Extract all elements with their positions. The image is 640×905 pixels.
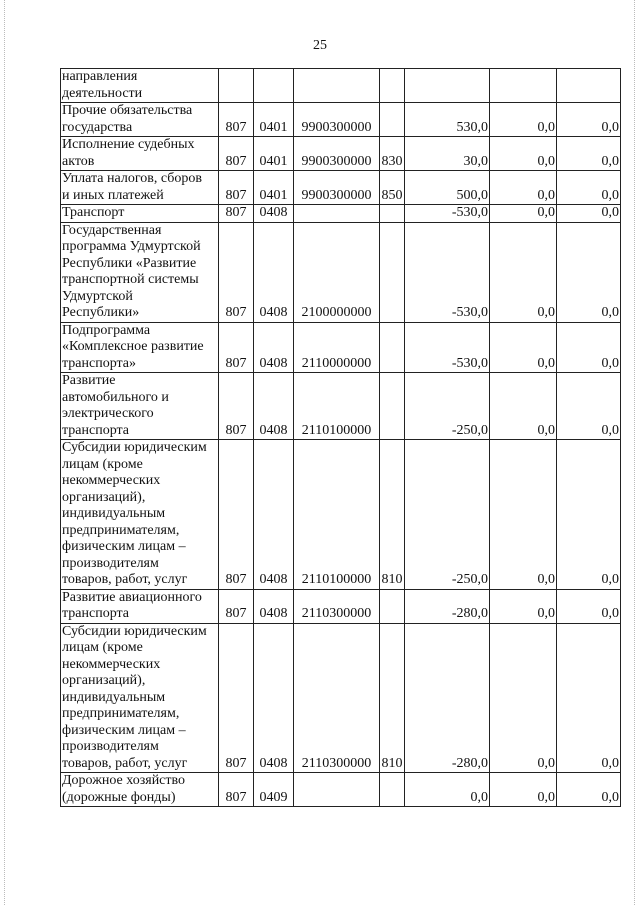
- amount-year-3: 0,0: [557, 103, 621, 137]
- amount-year-3: 0,0: [557, 322, 621, 373]
- amount-year-1: -530,0: [405, 322, 490, 373]
- row-name: Уплата налогов, сборов и иных платежей: [61, 171, 219, 205]
- target-article-code: [294, 773, 380, 807]
- amount-year-1: -280,0: [405, 589, 490, 623]
- amount-year-3: 0,0: [557, 623, 621, 773]
- section-code: 0408: [254, 322, 294, 373]
- row-name: направления деятельности: [61, 69, 219, 103]
- amount-year-2: 0,0: [490, 440, 557, 590]
- amount-year-2: 0,0: [490, 171, 557, 205]
- admin-code: [219, 69, 254, 103]
- section-code: 0401: [254, 137, 294, 171]
- admin-code: 807: [219, 171, 254, 205]
- target-article-code: 2110000000: [294, 322, 380, 373]
- budget-table-body: [61, 69, 621, 807]
- admin-code: 807: [219, 373, 254, 440]
- table-row: [61, 589, 621, 623]
- amount-year-1: 530,0: [405, 103, 490, 137]
- section-code: 0408: [254, 205, 294, 223]
- amount-year-2: 0,0: [490, 773, 557, 807]
- admin-code: 807: [219, 205, 254, 223]
- target-article-code: 2110100000: [294, 440, 380, 590]
- expense-type-code: [380, 322, 405, 373]
- table-row: [61, 373, 621, 440]
- section-code: 0408: [254, 373, 294, 440]
- expense-type-code: [380, 205, 405, 223]
- target-article-code: 2110300000: [294, 623, 380, 773]
- amount-year-3: [557, 69, 621, 103]
- row-name: Субсидии юридическим лицам (кроме некоммерческих организаций), индивидуальным предпринимателям, физическим лицам – производителям товаров, работ, услуг: [61, 623, 219, 773]
- target-article-code: 9900300000: [294, 103, 380, 137]
- expense-type-code: 850: [380, 171, 405, 205]
- right-margin-dots: [634, 0, 635, 905]
- amount-year-1: 0,0: [405, 773, 490, 807]
- target-article-code: 2110300000: [294, 589, 380, 623]
- row-name: Государственная программа Удмуртской Республики «Развитие транспортной системы Удмуртской Республики»: [61, 222, 219, 322]
- table-row: [61, 171, 621, 205]
- table-row: [61, 103, 621, 137]
- budget-table: [60, 68, 621, 807]
- row-name: Развитие автомобильного и электрического транспорта: [61, 373, 219, 440]
- amount-year-1: [405, 69, 490, 103]
- amount-year-2: 0,0: [490, 589, 557, 623]
- section-code: 0408: [254, 440, 294, 590]
- expense-type-code: [380, 373, 405, 440]
- table-row: [61, 205, 621, 223]
- left-margin-dots: [4, 0, 5, 905]
- amount-year-3: 0,0: [557, 137, 621, 171]
- amount-year-1: -530,0: [405, 222, 490, 322]
- amount-year-2: 0,0: [490, 322, 557, 373]
- row-name: Развитие авиационного транспорта: [61, 589, 219, 623]
- target-article-code: 9900300000: [294, 137, 380, 171]
- amount-year-3: 0,0: [557, 773, 621, 807]
- expense-type-code: [380, 69, 405, 103]
- amount-year-1: -280,0: [405, 623, 490, 773]
- expense-type-code: 810: [380, 440, 405, 590]
- admin-code: 807: [219, 137, 254, 171]
- amount-year-3: 0,0: [557, 171, 621, 205]
- row-name: Субсидии юридическим лицам (кроме некоммерческих организаций), индивидуальным предпринимателям, физическим лицам – производителям товаров, работ, услуг: [61, 440, 219, 590]
- row-name: Исполнение судебных актов: [61, 137, 219, 171]
- amount-year-1: 500,0: [405, 171, 490, 205]
- target-article-code: [294, 69, 380, 103]
- amount-year-3: 0,0: [557, 205, 621, 223]
- amount-year-1: -250,0: [405, 440, 490, 590]
- amount-year-3: 0,0: [557, 373, 621, 440]
- table-row: [61, 623, 621, 773]
- table-row: [61, 137, 621, 171]
- admin-code: 807: [219, 322, 254, 373]
- expense-type-code: [380, 222, 405, 322]
- row-name: Подпрограмма «Комплексное развитие транспорта»: [61, 322, 219, 373]
- amount-year-1: 30,0: [405, 137, 490, 171]
- amount-year-2: 0,0: [490, 222, 557, 322]
- expense-type-code: [380, 773, 405, 807]
- section-code: 0408: [254, 222, 294, 322]
- admin-code: 807: [219, 589, 254, 623]
- admin-code: 807: [219, 103, 254, 137]
- section-code: 0408: [254, 623, 294, 773]
- section-code: 0409: [254, 773, 294, 807]
- amount-year-2: 0,0: [490, 373, 557, 440]
- page-number: 25: [313, 38, 327, 53]
- admin-code: 807: [219, 773, 254, 807]
- admin-code: 807: [219, 222, 254, 322]
- expense-type-code: 810: [380, 623, 405, 773]
- target-article-code: 2100000000: [294, 222, 380, 322]
- table-row: [61, 322, 621, 373]
- table-row: [61, 440, 621, 590]
- target-article-code: 9900300000: [294, 171, 380, 205]
- row-name: Дорожное хозяйство (дорожные фонды): [61, 773, 219, 807]
- amount-year-2: [490, 69, 557, 103]
- amount-year-2: 0,0: [490, 137, 557, 171]
- amount-year-3: 0,0: [557, 589, 621, 623]
- expense-type-code: [380, 103, 405, 137]
- amount-year-3: 0,0: [557, 222, 621, 322]
- target-article-code: 2110100000: [294, 373, 380, 440]
- amount-year-3: 0,0: [557, 440, 621, 590]
- section-code: 0401: [254, 103, 294, 137]
- expense-type-code: 830: [380, 137, 405, 171]
- table-row: [61, 69, 621, 103]
- amount-year-2: 0,0: [490, 623, 557, 773]
- admin-code: 807: [219, 440, 254, 590]
- row-name: Прочие обязательства государства: [61, 103, 219, 137]
- target-article-code: [294, 205, 380, 223]
- expense-type-code: [380, 589, 405, 623]
- section-code: 0408: [254, 589, 294, 623]
- section-code: 0401: [254, 171, 294, 205]
- table-row: [61, 773, 621, 807]
- admin-code: 807: [219, 623, 254, 773]
- amount-year-2: 0,0: [490, 205, 557, 223]
- row-name: Транспорт: [61, 205, 219, 223]
- section-code: [254, 69, 294, 103]
- amount-year-1: -250,0: [405, 373, 490, 440]
- amount-year-2: 0,0: [490, 103, 557, 137]
- amount-year-1: -530,0: [405, 205, 490, 223]
- table-row: [61, 222, 621, 322]
